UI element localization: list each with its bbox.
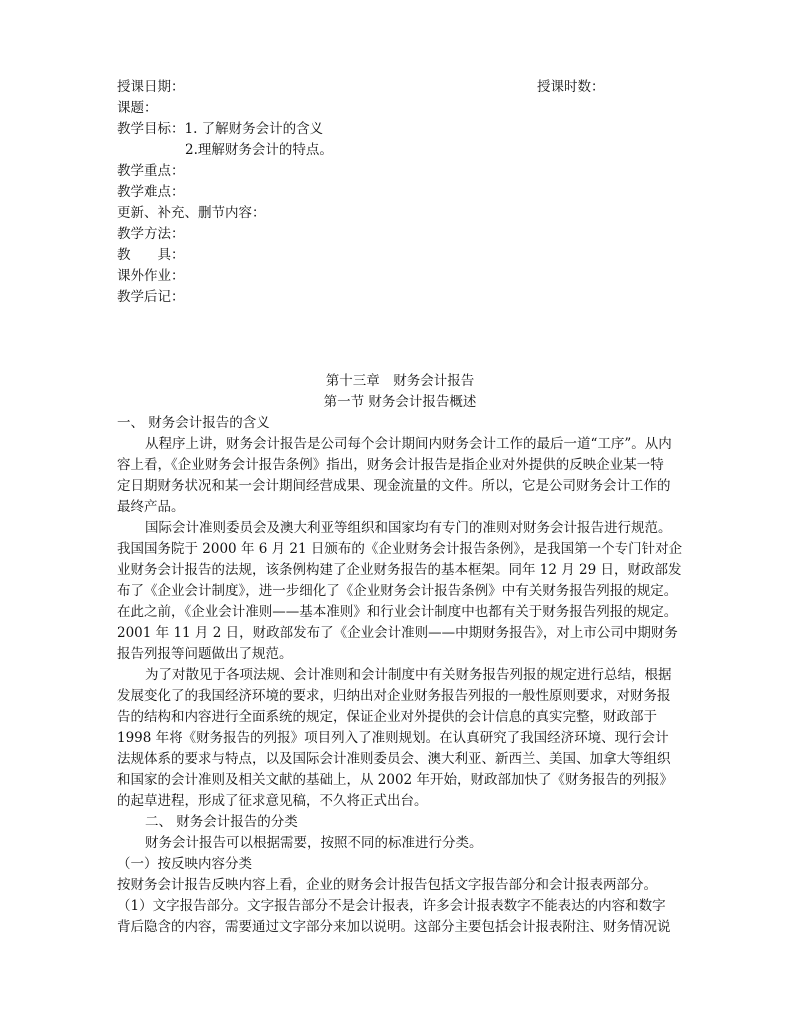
lesson-reflection-label: 教学后记： bbox=[117, 289, 185, 305]
paragraph-line: 的起草进程，形成了征求意见稿，不久将正式出台。 bbox=[117, 793, 428, 809]
lesson-objective-1: 1. 了解财务会计的含义 bbox=[184, 121, 324, 137]
heading-1: 一、 财务会计报告的含义 bbox=[117, 415, 270, 431]
paragraph-line: 财务会计报告可以根据需要，按照不同的标准进行分类。 bbox=[145, 835, 483, 851]
paragraph-line: 最终产品。 bbox=[117, 499, 185, 515]
paragraph-line: 法规体系的要求与特点，以及国际会计准则委员会、澳大利亚、新西兰、美国、加拿大等组织 bbox=[117, 751, 671, 767]
paragraph-line: 在此之前，《企业会计准则——基本准则》和行业会计制度中也都有关于财务报告列报的规定。 bbox=[117, 604, 678, 620]
lesson-methods-label: 教学方法： bbox=[117, 226, 185, 242]
lesson-homework-label: 课外作业： bbox=[117, 268, 185, 284]
sub-heading-1: （一）按反映内容分类 bbox=[117, 856, 252, 872]
lesson-date-label: 授课日期： bbox=[117, 79, 185, 95]
paragraph-line: 2001 年 11 月 2 日，财政部发布了《企业会计准则——中期财务报告》，对上市公司中期财务 bbox=[117, 625, 678, 641]
lesson-objectives-label: 教学目标： bbox=[117, 121, 185, 137]
paragraph-line: 报告列报等问题做出了规范。 bbox=[117, 646, 293, 662]
paragraph-line: 业财务会计报告的法规，该条例构建了企业财务报告的基本框架。同年 12 月 29 日，财政部发 bbox=[117, 562, 682, 578]
paragraph-line: 按财务会计报告反映内容上看，企业的财务会计报告包括文字报告部分和会计报表两部分。 bbox=[117, 877, 657, 893]
paragraph-line: 我国国务院于 2000 年 6 月 21 日颁布的《企业财务会计报告条例》，是我国第一个专门针对企 bbox=[117, 541, 683, 557]
paragraph-line: 1998 年将《财务报告的列报》项目列入了准则规划。在认真研究了我国经济环境、现行会计 bbox=[117, 730, 669, 746]
lesson-tools-label: 教 具： bbox=[117, 247, 185, 263]
section-title: 第一节 财务会计报告概述 bbox=[323, 394, 477, 410]
chapter-title: 第十三章 财务会计报告 bbox=[325, 373, 475, 389]
paragraph-line: 从程序上讲，财务会计报告是公司每个会计期间内财务会计工作的最后一道“工序”。从内 bbox=[145, 436, 672, 452]
paragraph-line: 和国家的会计准则及相关文献的基础上，从 2002 年开始，财政部加快了《财务报告的列报》 bbox=[117, 772, 673, 788]
paragraph-line: （1）文字报告部分。文字报告部分不是会计报表，许多会计报表数字不能表达的内容和数字 bbox=[117, 898, 666, 914]
paragraph-line: 国际会计准则委员会及澳大利亚等组织和国家均有专门的准则对财务会计报告进行规范。 bbox=[145, 520, 672, 536]
paragraph-line: 容上看，《企业财务会计报告条例》指出，财务会计报告是指企业对外提供的反映企业某一特 bbox=[117, 457, 664, 473]
paragraph-line: 告的结构和内容进行全面系统的规定，保证企业对外提供的会计信息的真实完整，财政部于 bbox=[117, 709, 657, 725]
lesson-difficulties-label: 教学难点： bbox=[117, 184, 185, 200]
paragraph-line: 为了对散见于各项法规、会计准则和会计制度中有关财务报告列报的规定进行总结，根据 bbox=[145, 667, 672, 683]
lesson-topic-label: 课题： bbox=[117, 100, 158, 116]
heading-2: 二、 财务会计报告的分类 bbox=[145, 814, 298, 830]
paragraph-line: 布了《企业会计制度》，进一步细化了《企业财务会计报告条例》中有关财务报告列报的规定。 bbox=[117, 583, 678, 599]
paragraph-line: 背后隐含的内容，需要通过文字部分来加以说明。这部分主要包括会计报表附注、财务情况说 bbox=[117, 919, 671, 935]
lesson-key-points-label: 教学重点： bbox=[117, 163, 185, 179]
lesson-updates-label: 更新、补充、删节内容： bbox=[117, 205, 266, 221]
paragraph-line: 发展变化了的我国经济环境的要求，归纳出对企业财务报告列报的一般性原则要求，对财务报 bbox=[117, 688, 671, 704]
lesson-hours-label: 授课时数： bbox=[537, 79, 605, 95]
paragraph-line: 定日期财务状况和某一会计期间经营成果、现金流量的文件。所以，它是公司财务会计工作的 bbox=[117, 478, 671, 494]
lesson-objectives-row bbox=[117, 119, 323, 140]
lesson-objective-2: 2.理解财务会计的特点。 bbox=[185, 142, 333, 158]
